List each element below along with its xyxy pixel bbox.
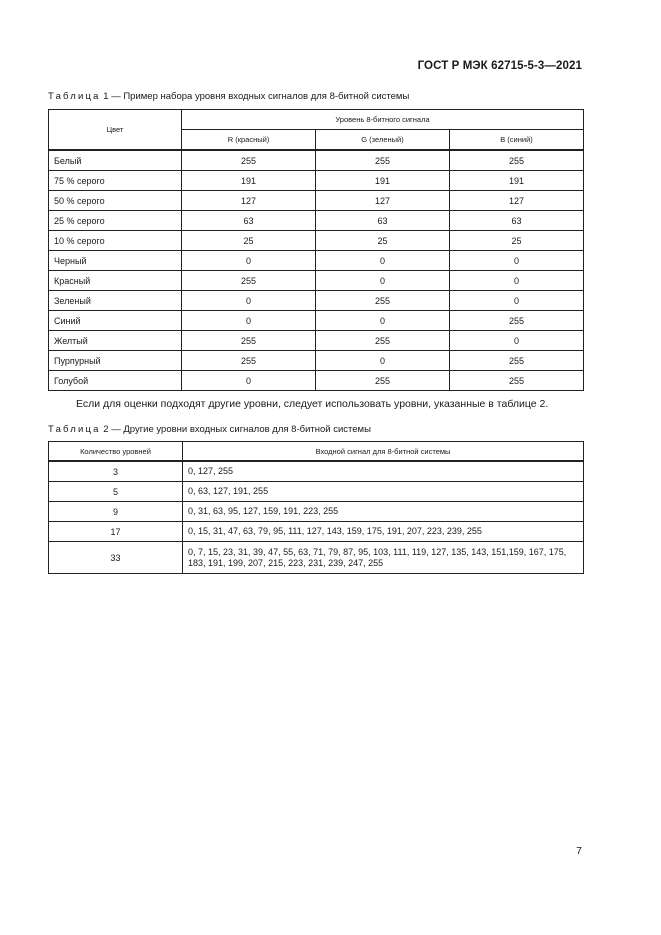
header-level-count: Количество уровней bbox=[49, 442, 183, 462]
color-name: Голубой bbox=[49, 371, 182, 391]
color-name: 25 % серого bbox=[49, 211, 182, 231]
table1-caption bbox=[48, 91, 409, 102]
table-row bbox=[49, 371, 584, 391]
value-b: 0 bbox=[450, 291, 584, 311]
value-g: 127 bbox=[316, 191, 450, 211]
value-b: 0 bbox=[450, 331, 584, 351]
table2-caption bbox=[48, 424, 371, 435]
level-count: 9 bbox=[49, 502, 183, 522]
level-count: 3 bbox=[49, 461, 183, 482]
color-name: 10 % серого bbox=[49, 231, 182, 251]
value-g: 0 bbox=[316, 271, 450, 291]
table-row bbox=[49, 542, 584, 574]
value-b: 255 bbox=[450, 311, 584, 331]
table-row bbox=[49, 502, 584, 522]
header-input-signal: Входной сигнал для 8-битной системы bbox=[183, 442, 584, 462]
value-g: 25 bbox=[316, 231, 450, 251]
table-row bbox=[49, 482, 584, 502]
table2-caption-label: Таблица bbox=[48, 424, 101, 435]
value-g: 0 bbox=[316, 351, 450, 371]
value-g: 255 bbox=[316, 291, 450, 311]
value-g: 191 bbox=[316, 171, 450, 191]
table-row bbox=[49, 351, 584, 371]
value-g: 63 bbox=[316, 211, 450, 231]
value-g: 255 bbox=[316, 371, 450, 391]
level-count: 33 bbox=[49, 542, 183, 574]
color-name: Желтый bbox=[49, 331, 182, 351]
value-r: 0 bbox=[182, 371, 316, 391]
document-code: ГОСТ Р МЭК 62715-5-3—2021 bbox=[417, 60, 582, 72]
table-row bbox=[49, 331, 584, 351]
color-name: Пурпурный bbox=[49, 351, 182, 371]
value-r: 0 bbox=[182, 311, 316, 331]
value-r: 63 bbox=[182, 211, 316, 231]
value-g: 255 bbox=[316, 150, 450, 171]
value-r: 0 bbox=[182, 251, 316, 271]
color-name: Красный bbox=[49, 271, 182, 291]
table2-caption-text: 2 — Другие уровни входных сигналов для 8-битной системы bbox=[103, 424, 371, 435]
color-levels-table bbox=[48, 109, 584, 391]
value-r: 191 bbox=[182, 171, 316, 191]
value-b: 127 bbox=[450, 191, 584, 211]
color-name: Синий bbox=[49, 311, 182, 331]
header-channel-r: R (красный) bbox=[182, 130, 316, 151]
body-paragraph: Если для оценки подходят другие уровни, следует использовать уровни, указанные в таблице 2. bbox=[76, 398, 549, 410]
table-row bbox=[49, 231, 584, 251]
value-b: 63 bbox=[450, 211, 584, 231]
signal-values: 0, 31, 63, 95, 127, 159, 191, 223, 255 bbox=[183, 502, 584, 522]
level-count: 5 bbox=[49, 482, 183, 502]
color-name: 75 % серого bbox=[49, 171, 182, 191]
table-row bbox=[49, 171, 584, 191]
table-row bbox=[49, 311, 584, 331]
value-r: 25 bbox=[182, 231, 316, 251]
signal-values: 0, 63, 127, 191, 255 bbox=[183, 482, 584, 502]
signal-values: 0, 7, 15, 23, 31, 39, 47, 55, 63, 71, 79, 87, 95, 103, 111, 119, 127, 135, 143, 151,159, 167, 175, 183, 191, 199, 207, 215, 223, 231, 239, 247, 255 bbox=[183, 542, 584, 574]
signal-values: 0, 15, 31, 47, 63, 79, 95, 111, 127, 143, 159, 175, 191, 207, 223, 239, 255 bbox=[183, 522, 584, 542]
value-g: 255 bbox=[316, 331, 450, 351]
table-row bbox=[49, 522, 584, 542]
value-r: 255 bbox=[182, 271, 316, 291]
value-b: 255 bbox=[450, 351, 584, 371]
value-b: 25 bbox=[450, 231, 584, 251]
value-g: 0 bbox=[316, 251, 450, 271]
page-number: 7 bbox=[576, 845, 582, 857]
table-row bbox=[49, 251, 584, 271]
header-channel-b: B (синий) bbox=[450, 130, 584, 151]
color-name: Зеленый bbox=[49, 291, 182, 311]
color-name: 50 % серого bbox=[49, 191, 182, 211]
color-name: Черный bbox=[49, 251, 182, 271]
value-b: 191 bbox=[450, 171, 584, 191]
table-row bbox=[49, 150, 584, 171]
header-channel-g: G (зеленый) bbox=[316, 130, 450, 151]
value-r: 0 bbox=[182, 291, 316, 311]
value-b: 0 bbox=[450, 271, 584, 291]
color-name: Белый bbox=[49, 150, 182, 171]
value-r: 127 bbox=[182, 191, 316, 211]
table-row bbox=[49, 271, 584, 291]
table-row bbox=[49, 191, 584, 211]
value-b: 255 bbox=[450, 150, 584, 171]
table1-caption-label: Таблица bbox=[48, 91, 101, 102]
header-color: Цвет bbox=[49, 110, 182, 151]
other-levels-table bbox=[48, 441, 584, 574]
value-g: 0 bbox=[316, 311, 450, 331]
value-b: 255 bbox=[450, 371, 584, 391]
table-row bbox=[49, 461, 584, 482]
value-r: 255 bbox=[182, 331, 316, 351]
table1-caption-text: 1 — Пример набора уровня входных сигналов для 8-битной системы bbox=[103, 91, 410, 102]
value-r: 255 bbox=[182, 351, 316, 371]
signal-values: 0, 127, 255 bbox=[183, 461, 584, 482]
table-row bbox=[49, 211, 584, 231]
level-count: 17 bbox=[49, 522, 183, 542]
table-row bbox=[49, 291, 584, 311]
header-signal-level: Уровень 8-битного сигнала bbox=[182, 110, 584, 130]
value-r: 255 bbox=[182, 150, 316, 171]
value-b: 0 bbox=[450, 251, 584, 271]
